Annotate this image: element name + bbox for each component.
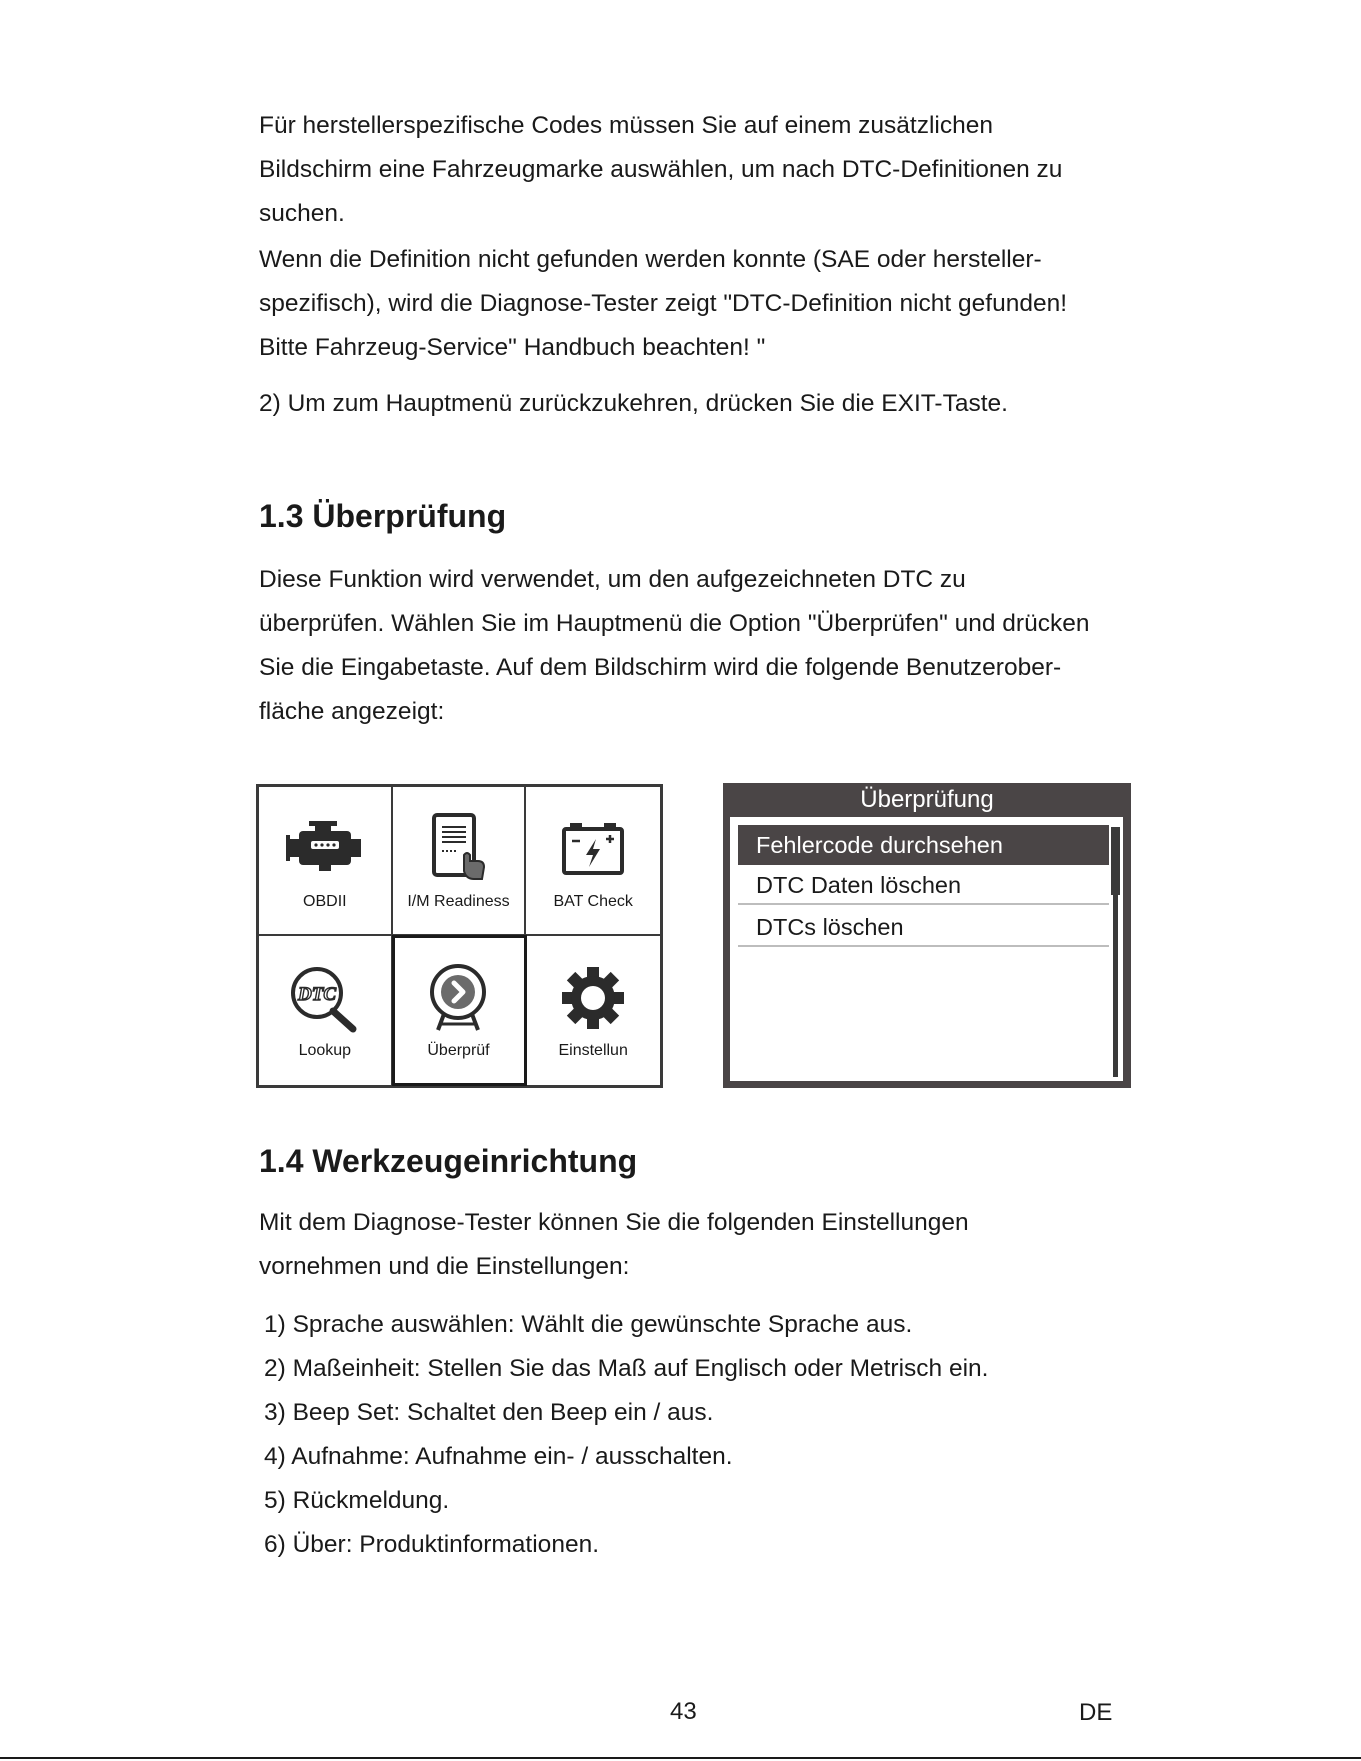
menu-tile-settings[interactable]	[526, 936, 660, 1085]
engine-icon	[285, 813, 365, 885]
list-item: 5) Rückmeldung.	[264, 1487, 450, 1514]
scrollbar-thumb[interactable]	[1111, 827, 1120, 895]
menu-tile-label: Lookup	[298, 1042, 352, 1059]
gear-icon	[553, 962, 633, 1034]
page-number: 43	[670, 1698, 697, 1725]
intro-paragraph	[259, 104, 1159, 370]
review-option-view-codes[interactable]: Fehlercode durchsehen	[738, 825, 1109, 865]
menu-tile-im-readiness[interactable]	[393, 787, 527, 936]
text-line: spezifisch), wird die Diagnose-Tester zeigt "DTC-Definition nicht gefunden!	[259, 290, 1068, 317]
list-item: 6) Über: Produktinformationen.	[264, 1531, 599, 1558]
step-2-text: 2) Um zum Hauptmenü zurückzukehren, drücken Sie die EXIT-Taste.	[259, 390, 1008, 417]
text-line: Diese Funktion wird verwendet, um den aufgezeichneten DTC zu	[259, 566, 966, 593]
text-line: Bitte Fahrzeug-Service" Handbuch beachten! "	[259, 334, 766, 361]
text-line: Mit dem Diagnose-Tester können Sie die folgenden Einstellungen	[259, 1209, 969, 1236]
svg-text:DTC: DTC	[297, 984, 336, 1005]
text-line: überprüfen. Wählen Sie im Hauptmenü die Option "Überprüfen" und drücken	[259, 610, 1090, 637]
text-line: vornehmen und die Einstellungen:	[259, 1253, 630, 1280]
menu-tile-label: BAT Check	[553, 893, 633, 910]
list-item: 3) Beep Set: Schaltet den Beep ein / aus.	[264, 1399, 714, 1426]
menu-tile-review[interactable]	[393, 936, 527, 1085]
review-paragraph	[259, 558, 1159, 734]
text-line: fläche angezeigt:	[259, 698, 445, 725]
text-line: Für herstellerspezifische Codes müssen Sie auf einem zusätzlichen	[259, 112, 993, 139]
menu-tile-label: Überprüf	[427, 1042, 490, 1059]
language-code: DE	[1079, 1699, 1113, 1726]
menu-tile-bat-check[interactable]	[526, 787, 660, 936]
text-line: Sie die Eingabetaste. Auf dem Bildschirm wird die folgende Benutzerober-	[259, 654, 1062, 681]
review-screen	[723, 783, 1131, 1088]
main-menu-screen	[256, 784, 663, 1088]
menu-tile-lookup[interactable]	[259, 936, 393, 1085]
list-item: 4) Aufnahme: Aufnahme ein- / ausschalten.	[264, 1443, 733, 1470]
settings-list	[264, 1303, 988, 1567]
dtc-magnifier-icon	[285, 962, 365, 1034]
tablet-touch-icon	[418, 813, 498, 885]
menu-tile-label: I/M Readiness	[407, 893, 510, 910]
section-heading-tool-setup: 1.4 Werkzeugeinrichtung	[259, 1143, 638, 1179]
menu-tile-obdii[interactable]	[259, 787, 393, 936]
text-line: suchen.	[259, 200, 345, 227]
section-heading-review: 1.3 Überprüfung	[259, 498, 507, 534]
menu-tile-label: OBDII	[303, 893, 347, 910]
bottom-rule	[0, 1757, 1361, 1759]
tool-setup-paragraph	[259, 1201, 1159, 1289]
text-line: Bildschirm eine Fahrzeugmarke auswählen, um nach DTC-Definitionen zu	[259, 156, 1063, 183]
screen-title: Überprüfung	[860, 786, 994, 813]
battery-icon	[553, 813, 633, 885]
list-item: 1) Sprache auswählen: Wählt die gewünschte Sprache aus.	[264, 1311, 913, 1338]
review-icon	[418, 962, 498, 1034]
review-list	[730, 817, 1123, 1081]
text-line: Wenn die Definition nicht gefunden werden konnte (SAE oder hersteller-	[259, 246, 1042, 273]
review-option-clear-dtc-data[interactable]: DTC Daten löschen	[738, 865, 1109, 905]
list-item: 2) Maßeinheit: Stellen Sie das Maß auf Englisch oder Metrisch ein.	[264, 1355, 989, 1382]
menu-tile-label: Einstellun	[558, 1042, 628, 1059]
review-option-clear-dtcs[interactable]: DTCs löschen	[738, 907, 1109, 947]
